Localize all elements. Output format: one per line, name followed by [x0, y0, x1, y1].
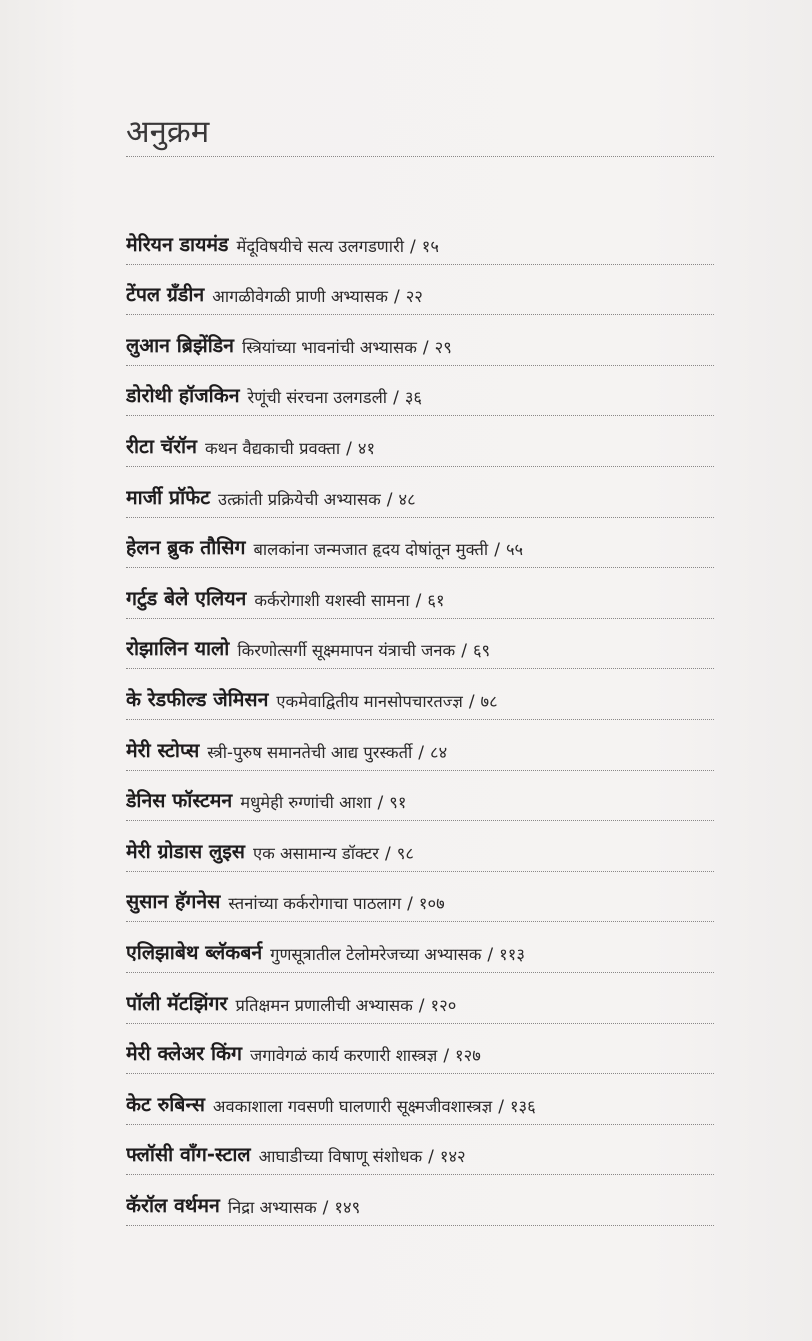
toc-entry [126, 568, 714, 619]
entry-page-number: ५५ [505, 540, 524, 560]
entry-name: गर्टुड बेले एलियन [126, 586, 247, 610]
entry-separator: / [322, 1197, 329, 1218]
entry-page-number: ३६ [404, 388, 422, 408]
entry-separator: / [346, 438, 352, 459]
entry-page-number: ११३ [499, 944, 525, 964]
table-of-contents [126, 214, 714, 1226]
entry-name: सुसान हॅगनेस [126, 890, 221, 914]
entry-description: स्त्रियांच्या भावनांची अभ्यासक [242, 337, 417, 357]
entry-name: मेरी क्लेअर किंग [126, 1042, 242, 1066]
entry-description: अवकाशाला गवसणी घालणारी सूक्ष्मजीवशास्त्रज्ञ [212, 1096, 493, 1116]
toc-entry [126, 1024, 714, 1075]
entry-description: निद्रा अभ्यासक [227, 1197, 317, 1217]
entry-name: केट रुबिन्स [126, 1092, 205, 1116]
entry-page-number: १२७ [455, 1046, 481, 1066]
entry-name: पॉली मॅटझिंगर [126, 991, 228, 1015]
entry-description: बालकांना जन्मजात हृदय दोषांतून मुक्ती [253, 540, 489, 560]
entry-description: मधुमेही रुग्णांची आशा [240, 793, 372, 813]
toc-entry [126, 467, 714, 518]
entry-page-number: ६९ [472, 641, 491, 661]
entry-description: एक असामान्य डॉक्टर [252, 843, 380, 863]
entry-page-number: ७८ [480, 691, 498, 711]
entry-name: हेलन ब्रुक तौसिग [126, 536, 246, 560]
entry-name: मेरी ग्रोडास लुइस [126, 839, 245, 863]
entry-page-number: २९ [434, 337, 452, 357]
entry-name: फ्लॉसी वॉंग-स्टाल [126, 1143, 251, 1167]
entry-separator: / [377, 793, 384, 814]
entry-description: प्रतिक्षमन प्रणालीची अभ्यासक [235, 995, 413, 1015]
heading-block [126, 112, 714, 157]
entry-separator: / [415, 590, 422, 611]
entry-name: मार्जी प्रॉफेट [126, 485, 211, 509]
toc-entry [126, 1175, 714, 1226]
entry-page-number: ९१ [389, 793, 407, 813]
toc-entry [126, 619, 714, 670]
entry-description: मेंदूविषयीचे सत्य उलगडणारी [236, 236, 405, 256]
entry-separator: / [386, 489, 393, 510]
entry-name: मेरियन डायमंड [126, 232, 229, 256]
entry-page-number: १२० [430, 995, 457, 1015]
entry-description: एकमेवाद्वितीय मानसोपचारतज्ज्ञ [276, 691, 463, 711]
entry-page-number: १०७ [418, 894, 445, 914]
entry-page-number: ४१ [357, 438, 376, 458]
entry-separator: / [407, 894, 413, 915]
toc-entry [126, 872, 714, 923]
toc-entry [126, 1125, 714, 1176]
toc-entry [126, 315, 714, 366]
entry-separator: / [393, 287, 400, 308]
entry-name: टेंपल ग्रँडीन [126, 283, 205, 307]
entry-name: एलिझाबेथ ब्लॅकबर्न [126, 940, 263, 964]
toc-entry [126, 922, 714, 973]
entry-name: मेरी स्टोप्स [126, 738, 200, 762]
entry-page-number: १४२ [439, 1147, 466, 1167]
entry-separator: / [410, 236, 416, 257]
entry-description: स्तनांच्या कर्करोगाचा पाठलाग [228, 894, 402, 914]
toc-entry [126, 518, 714, 569]
entry-description: जगावेगळं कार्य करणारी शास्त्रज्ञ [250, 1046, 438, 1066]
entry-separator: / [487, 944, 494, 965]
entry-page-number: ८४ [430, 742, 448, 762]
entry-page-number: ९८ [396, 843, 414, 863]
entry-page-number: २२ [405, 287, 423, 307]
entry-separator: / [494, 540, 500, 561]
entry-separator: / [428, 1147, 434, 1168]
entry-page-number: १४९ [334, 1197, 361, 1217]
entry-description: कर्करोगाशी यशस्वी सामना [254, 590, 410, 610]
entry-page-number: १५ [421, 236, 439, 256]
entry-separator: / [443, 1046, 450, 1067]
toc-entry [126, 214, 714, 265]
entry-name: कॅरॉल वर्थमन [126, 1193, 220, 1217]
entry-description: आगळीवेगळी प्राणी अभ्यासक [212, 287, 388, 307]
entry-page-number: ४८ [398, 489, 416, 509]
entry-separator: / [498, 1096, 504, 1117]
toc-entry [126, 416, 714, 467]
entry-separator: / [385, 843, 391, 864]
entry-name: डोरोथी हॉजकिन [126, 384, 240, 408]
entry-description: आघाडीच्या विषाणू संशोधक [258, 1147, 423, 1167]
entry-separator: / [393, 388, 399, 409]
entry-description: गुणसूत्रातील टेलोमरेजच्या अभ्यासक [270, 944, 482, 964]
entry-name: रोझालिन यालो [126, 637, 230, 661]
page-title: अनुक्रम [126, 114, 210, 150]
toc-entry [126, 1074, 714, 1125]
entry-page-number: ६१ [427, 590, 445, 610]
entry-name: के रेडफील्ड जेमिसन [126, 687, 269, 711]
toc-entry [126, 973, 714, 1024]
entry-separator: / [418, 995, 425, 1016]
entry-separator: / [422, 337, 429, 358]
entry-description: किरणोत्सर्गी सूक्ष्ममापन यंत्राची जनक [237, 641, 456, 661]
entry-page-number: १३६ [509, 1096, 536, 1116]
entry-name: रीटा चॅरॉन [126, 434, 197, 458]
toc-entry [126, 720, 714, 771]
entry-name: लुआन ब्रिझेंडिन [126, 333, 234, 357]
entry-separator: / [468, 691, 475, 712]
toc-entry [126, 821, 714, 872]
toc-entry [126, 366, 714, 417]
toc-entry [126, 771, 714, 822]
entry-name: डेनिस फॉस्टमन [126, 789, 233, 813]
entry-description: उत्क्रांती प्रक्रियेची अभ्यासक [218, 489, 381, 509]
entry-description: स्त्री-पुरुष समानतेची आद्य पुरस्कर्ती [207, 742, 413, 762]
toc-entry [126, 669, 714, 720]
entry-separator: / [461, 641, 467, 662]
entry-description: रेणूंची संरचना उलगडली [247, 388, 388, 408]
entry-separator: / [418, 742, 425, 763]
entry-description: कथन वैद्यकाची प्रवक्ता [204, 438, 341, 458]
toc-entry [126, 265, 714, 316]
